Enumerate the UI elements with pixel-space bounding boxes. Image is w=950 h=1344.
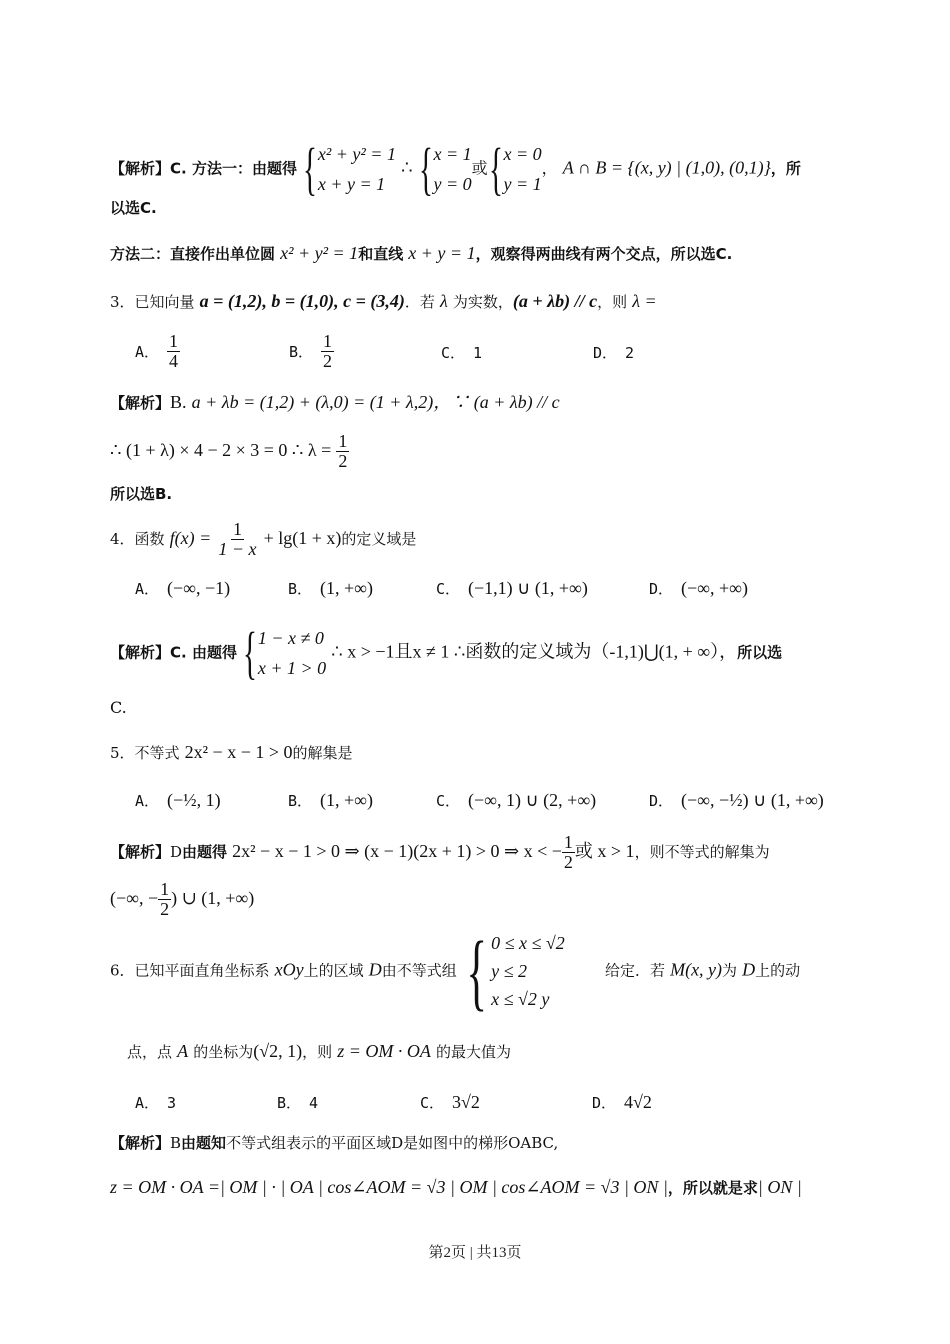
q5-solution-line1: 【解析】D由题得 2x² − x − 1 > 0 ⇒ (x − 1)(2x + 1) > 0 ⇒ x < − $\frac{1}{2}$ 或 x > 1，则不等式的解集为 xyxy=(110,832,770,872)
q3-solution-line2: ∴ (1 + λ) × 4 − 2 × 3 = 0 ∴ λ = $\frac{1}{2}$ xyxy=(110,431,348,471)
equation-system: { x² + y² = 1 x + y = 1 xyxy=(303,136,396,201)
q5-stem: 5．不等式 2x² − x − 1 > 0的解集是 xyxy=(110,742,353,762)
q3-option-c[interactable]: C． 1 xyxy=(441,343,483,362)
q5-option-c[interactable]: C． (−∞, 1) ∪ (2, +∞) xyxy=(436,790,597,810)
page-footer: 第2页 | 共13页 xyxy=(428,1245,522,1261)
q6-option-a[interactable]: A． 3 xyxy=(135,1093,177,1112)
question-number: 3． xyxy=(110,293,135,311)
q3-option-b[interactable]: B． $\frac{1}{2}$ xyxy=(289,331,333,371)
q6-option-c[interactable]: C． 3√2 xyxy=(420,1092,480,1112)
q6-option-b[interactable]: B． 4 xyxy=(277,1093,319,1112)
q5-option-b[interactable]: B． (1, +∞) xyxy=(288,790,374,810)
q6-option-d[interactable]: D． 4√2 xyxy=(592,1092,652,1112)
q2-solution-line2: 以选C. xyxy=(110,199,157,217)
q5-option-d[interactable]: D． (−∞, −½) ∪ (1, +∞) xyxy=(649,790,824,810)
q4-option-c[interactable]: C． (−1,1) ∪ (1, +∞) xyxy=(436,578,588,598)
q6-stem: 6．已知平面直角坐标系 xOy上的区域 D由不等式组 { 0 ≤ x ≤ √2 y ≤ 2 x ≤ √2 y 给定．若 M(x, y)为 D上的动 xyxy=(110,923,801,1019)
q5-solution-line2: (−∞, − $\frac{1}{2}$ ) ∪ (1, +∞) xyxy=(110,879,255,919)
solution-system-1: { x = 1 y = 0 xyxy=(418,136,472,201)
q4-option-d[interactable]: D． (−∞, +∞) xyxy=(649,578,748,598)
q6-solution-line1: 【解析】B由题知不等式组表示的平面区域D是如图中的梯形OABC, xyxy=(110,1134,559,1152)
solution-label: 【解析】 xyxy=(110,159,171,178)
intersection-expr: A ∩ B = {(x, y) | (1,0), (0,1)} xyxy=(562,157,771,178)
solution-system-2: { x = 0 y = 1 xyxy=(488,136,542,201)
q5-option-a[interactable]: A． (−½, 1) xyxy=(135,790,221,810)
q2-method2: 方法二：直接作出单位圆 x² + y² = 1和直线 x + y = 1，观察得两曲线有两个交点，所以选C. xyxy=(110,243,733,263)
q3-option-d[interactable]: D． 2 xyxy=(593,343,635,362)
q6-solution-line2: z = OM · OA =| OM | · | OA | cos∠AOM = √3 | OM | cos∠AOM = √3 | ON |，所以就是求| ON | xyxy=(110,1177,802,1197)
q3-stem: 3．已知向量 a = (1,2), b = (1,0), c = (3,4)．若 λ 为实数，(a + λb) // c，则 λ = xyxy=(110,291,657,311)
q3-solution-line3: 所以选B. xyxy=(110,485,173,503)
q4-solution-line2: C. xyxy=(110,698,127,717)
q3-option-a[interactable]: A． $\frac{1}{4}$ xyxy=(135,331,179,371)
q6-stem-line2: 点，点 A 的坐标为(√2, 1)，则 z = OM · OA 的最大值为 xyxy=(127,1041,511,1061)
q4-option-a[interactable]: A． (−∞, −1) xyxy=(135,578,231,598)
q4-solution-line1: 【解析】C. 由题得 { 1 − x ≠ 0 x + 1 > 0 ∴ x > −1且x ≠ 1 ∴函数的定义域为（-1,1)⋃(1, + ∞），所以选 xyxy=(110,620,783,685)
method1-intro: C. 方法一：由题得 xyxy=(170,159,297,178)
q3-solution-line1: 【解析】B. a + λb = (1,2) + (λ,0) = (1 + λ,2)，∵ (a + λb) // c xyxy=(110,392,560,412)
q2-solution-line1: 【解析】C. 方法一：由题得 { x² + y² = 1 x + y = 1 ∴ { x = 1 y = 0 或 { x = 0 y = 1 ， A ∩ B = {(x, y) | (1,0), (0,1)}，所 xyxy=(110,136,801,201)
q4-option-b[interactable]: B． (1, +∞) xyxy=(288,578,374,598)
q4-stem: 4．函数 f(x) = $\frac{1}{1 - x}$ + lg(1 + x)的定义域是 xyxy=(110,519,417,559)
